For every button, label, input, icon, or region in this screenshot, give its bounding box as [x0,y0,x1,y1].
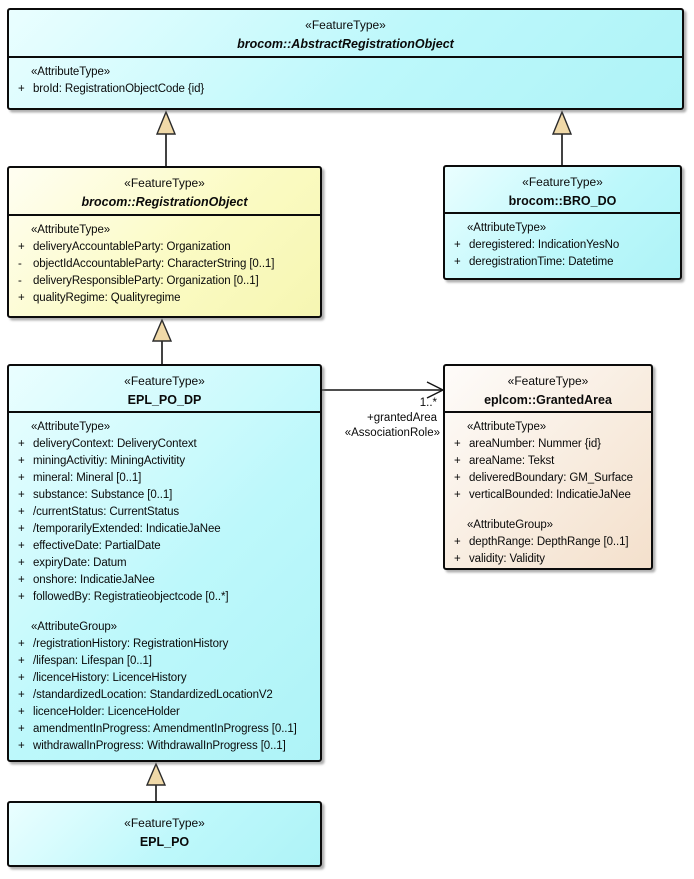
class-registration-object[interactable] [7,166,322,318]
attribute-row [9,470,320,487]
attribute-visibility: - [18,258,22,270]
class-attributes [445,413,651,568]
attribute-type-header: «AttributeType» [467,222,547,234]
class-attributes [9,58,682,98]
attribute-row [9,687,320,704]
attribute-text: expiryDate: Datum [33,557,127,569]
attribute-visibility: + [454,438,461,450]
attribute-visibility: + [18,241,25,253]
attribute-text: withdrawalInProgress: WithdrawalInProgress [0..1] [33,740,286,752]
attribute-visibility: + [18,591,25,603]
attribute-text: /standardizedLocation: StandardizedLocationV2 [33,689,273,701]
attribute-row [445,453,651,470]
attribute-visibility: + [18,455,25,467]
attribute-text: validity: Validity [469,553,545,565]
attribute-row [9,290,320,307]
class-name: eplcom::GrantedArea [484,393,612,407]
class-header [9,366,320,413]
attribute-text: substance: Substance [0..1] [33,489,173,501]
generalization-arrow[interactable] [153,320,171,365]
attribute-text: /lifespan: Lifespan [0..1] [33,655,152,667]
attribute-text: /currentStatus: CurrentStatus [33,506,180,518]
attribute-visibility: + [18,672,25,684]
attribute-visibility: + [454,239,461,251]
attribute-row [9,436,320,453]
attribute-row [445,534,651,551]
attribute-visibility: + [18,438,25,450]
attribute-row [9,704,320,721]
attribute-row [9,487,320,504]
attribute-visibility: + [18,638,25,650]
attribute-text: deliveryAccountableParty: Organization [33,241,231,253]
attribute-visibility: + [454,553,461,565]
attribute-row [9,273,320,290]
attribute-row [9,81,682,98]
attribute-visibility: + [18,292,25,304]
attribute-text: deliveryContext: DeliveryContext [33,438,197,450]
class-name: brocom::BRO_DO [508,194,617,208]
attribute-visibility: + [18,83,25,95]
attribute-row [9,572,320,589]
attribute-type-header: «AttributeType» [31,421,111,433]
attribute-row [9,721,320,738]
attribute-visibility: + [454,256,461,268]
attribute-row [9,256,320,273]
attribute-row [9,521,320,538]
attribute-text: /temporarilyExtended: IndicatieJaNee [33,523,221,535]
attribute-text: objectIdAccountableParty: CharacterString [0..1] [33,258,275,270]
association-role-label: +grantedArea [366,412,437,424]
attribute-visibility: + [18,523,25,535]
attribute-visibility: + [18,574,25,586]
class-name: EPL_PO_DP [127,393,202,407]
attribute-row [9,453,320,470]
attribute-text: deregistered: IndicationYesNo [469,239,620,251]
attribute-type-header: «AttributeType» [31,224,111,236]
attribute-row [445,470,651,487]
generalization-arrow[interactable] [157,112,175,167]
attribute-visibility: + [18,689,25,701]
attribute-row [445,551,651,568]
class-name: brocom::RegistrationObject [81,195,248,209]
class-header [445,167,680,214]
class-header [9,803,320,867]
attribute-visibility: + [18,472,25,484]
attribute-visibility: + [18,540,25,552]
attribute-text: deregistrationTime: Datetime [469,256,614,268]
attribute-visibility: + [18,489,25,501]
class-attributes [445,214,680,271]
class-stereotype: «FeatureType» [522,175,603,189]
class-epl-po-dp[interactable] [7,364,322,762]
attribute-visibility: + [454,489,461,501]
class-name: EPL_PO [139,835,190,849]
attribute-text: licenceHolder: LicenceHolder [33,706,180,718]
attribute-visibility: + [454,455,461,467]
attribute-text: mineral: Mineral [0..1] [33,472,142,484]
attribute-visibility: + [18,655,25,667]
attribute-row [445,237,680,254]
class-stereotype: «FeatureType» [507,374,589,388]
class-bro-do[interactable] [443,165,682,280]
class-epl-po[interactable] [7,801,322,867]
attribute-visibility: + [18,706,25,718]
attribute-text: qualityRegime: Qualityregime [33,292,181,304]
attribute-text: /licenceHistory: LicenceHistory [33,672,187,684]
attribute-text: areaNumber: Nummer {id} [469,438,601,450]
attribute-text: effectiveDate: PartialDate [33,540,161,552]
attribute-visibility: + [454,536,461,548]
class-header [9,168,320,216]
class-abstract-registration-object[interactable] [7,8,684,110]
class-granted-area[interactable] [443,364,653,570]
class-stereotype: «FeatureType» [124,816,205,830]
attribute-visibility: + [454,472,461,484]
class-header [9,10,682,58]
attribute-visibility: + [18,557,25,569]
attribute-row [9,504,320,521]
attribute-row [9,589,320,606]
class-attributes [9,216,320,307]
attribute-row [9,538,320,555]
attribute-type-header: «AttributeType» [31,66,111,78]
attribute-text: deliveredBoundary: GM_Surface [469,472,633,484]
attribute-text: broId: RegistrationObjectCode {id} [33,83,205,95]
attribute-text: verticalBounded: IndicatieJaNee [469,489,631,501]
attribute-row [9,738,320,755]
attribute-type-header: «AttributeType» [467,421,547,433]
generalization-arrow[interactable] [147,764,165,802]
attribute-group-header: «AttributeGroup» [31,621,117,633]
class-stereotype: «FeatureType» [124,176,205,190]
attribute-row [9,653,320,670]
attribute-text: deliveryResponsibleParty: Organization [0..1] [33,275,259,287]
attribute-row [445,436,651,453]
attribute-row [9,636,320,653]
association-multiplicity: 1..* [419,397,437,409]
class-header [445,366,651,413]
attribute-row [9,239,320,256]
association-stereotype: «AssociationRole» [344,427,440,439]
attribute-visibility: + [18,506,25,518]
attribute-row [9,670,320,687]
attribute-text: amendmentInProgress: AmendmentInProgress [0..1] [33,723,297,735]
attribute-row [445,487,651,504]
class-stereotype: «FeatureType» [305,18,386,32]
attribute-text: depthRange: DepthRange [0..1] [469,536,629,548]
class-stereotype: «FeatureType» [124,374,205,388]
attribute-text: miningActivitiy: MiningActivitity [33,455,185,467]
attribute-group-header: «AttributeGroup» [467,519,553,531]
attribute-text: /registrationHistory: RegistrationHistory [33,638,229,650]
attribute-row [9,555,320,572]
attribute-text: areaName: Tekst [469,455,555,467]
class-attributes [9,413,320,755]
attribute-text: onshore: IndicatieJaNee [33,574,155,586]
class-name: brocom::AbstractRegistrationObject [237,37,454,51]
attribute-text: followedBy: Registratieobjectcode [0..*] [33,591,229,603]
attribute-visibility: - [18,275,22,287]
generalization-arrow[interactable] [553,112,571,166]
attribute-row [445,254,680,271]
attribute-visibility: + [18,740,25,752]
attribute-visibility: + [18,723,25,735]
